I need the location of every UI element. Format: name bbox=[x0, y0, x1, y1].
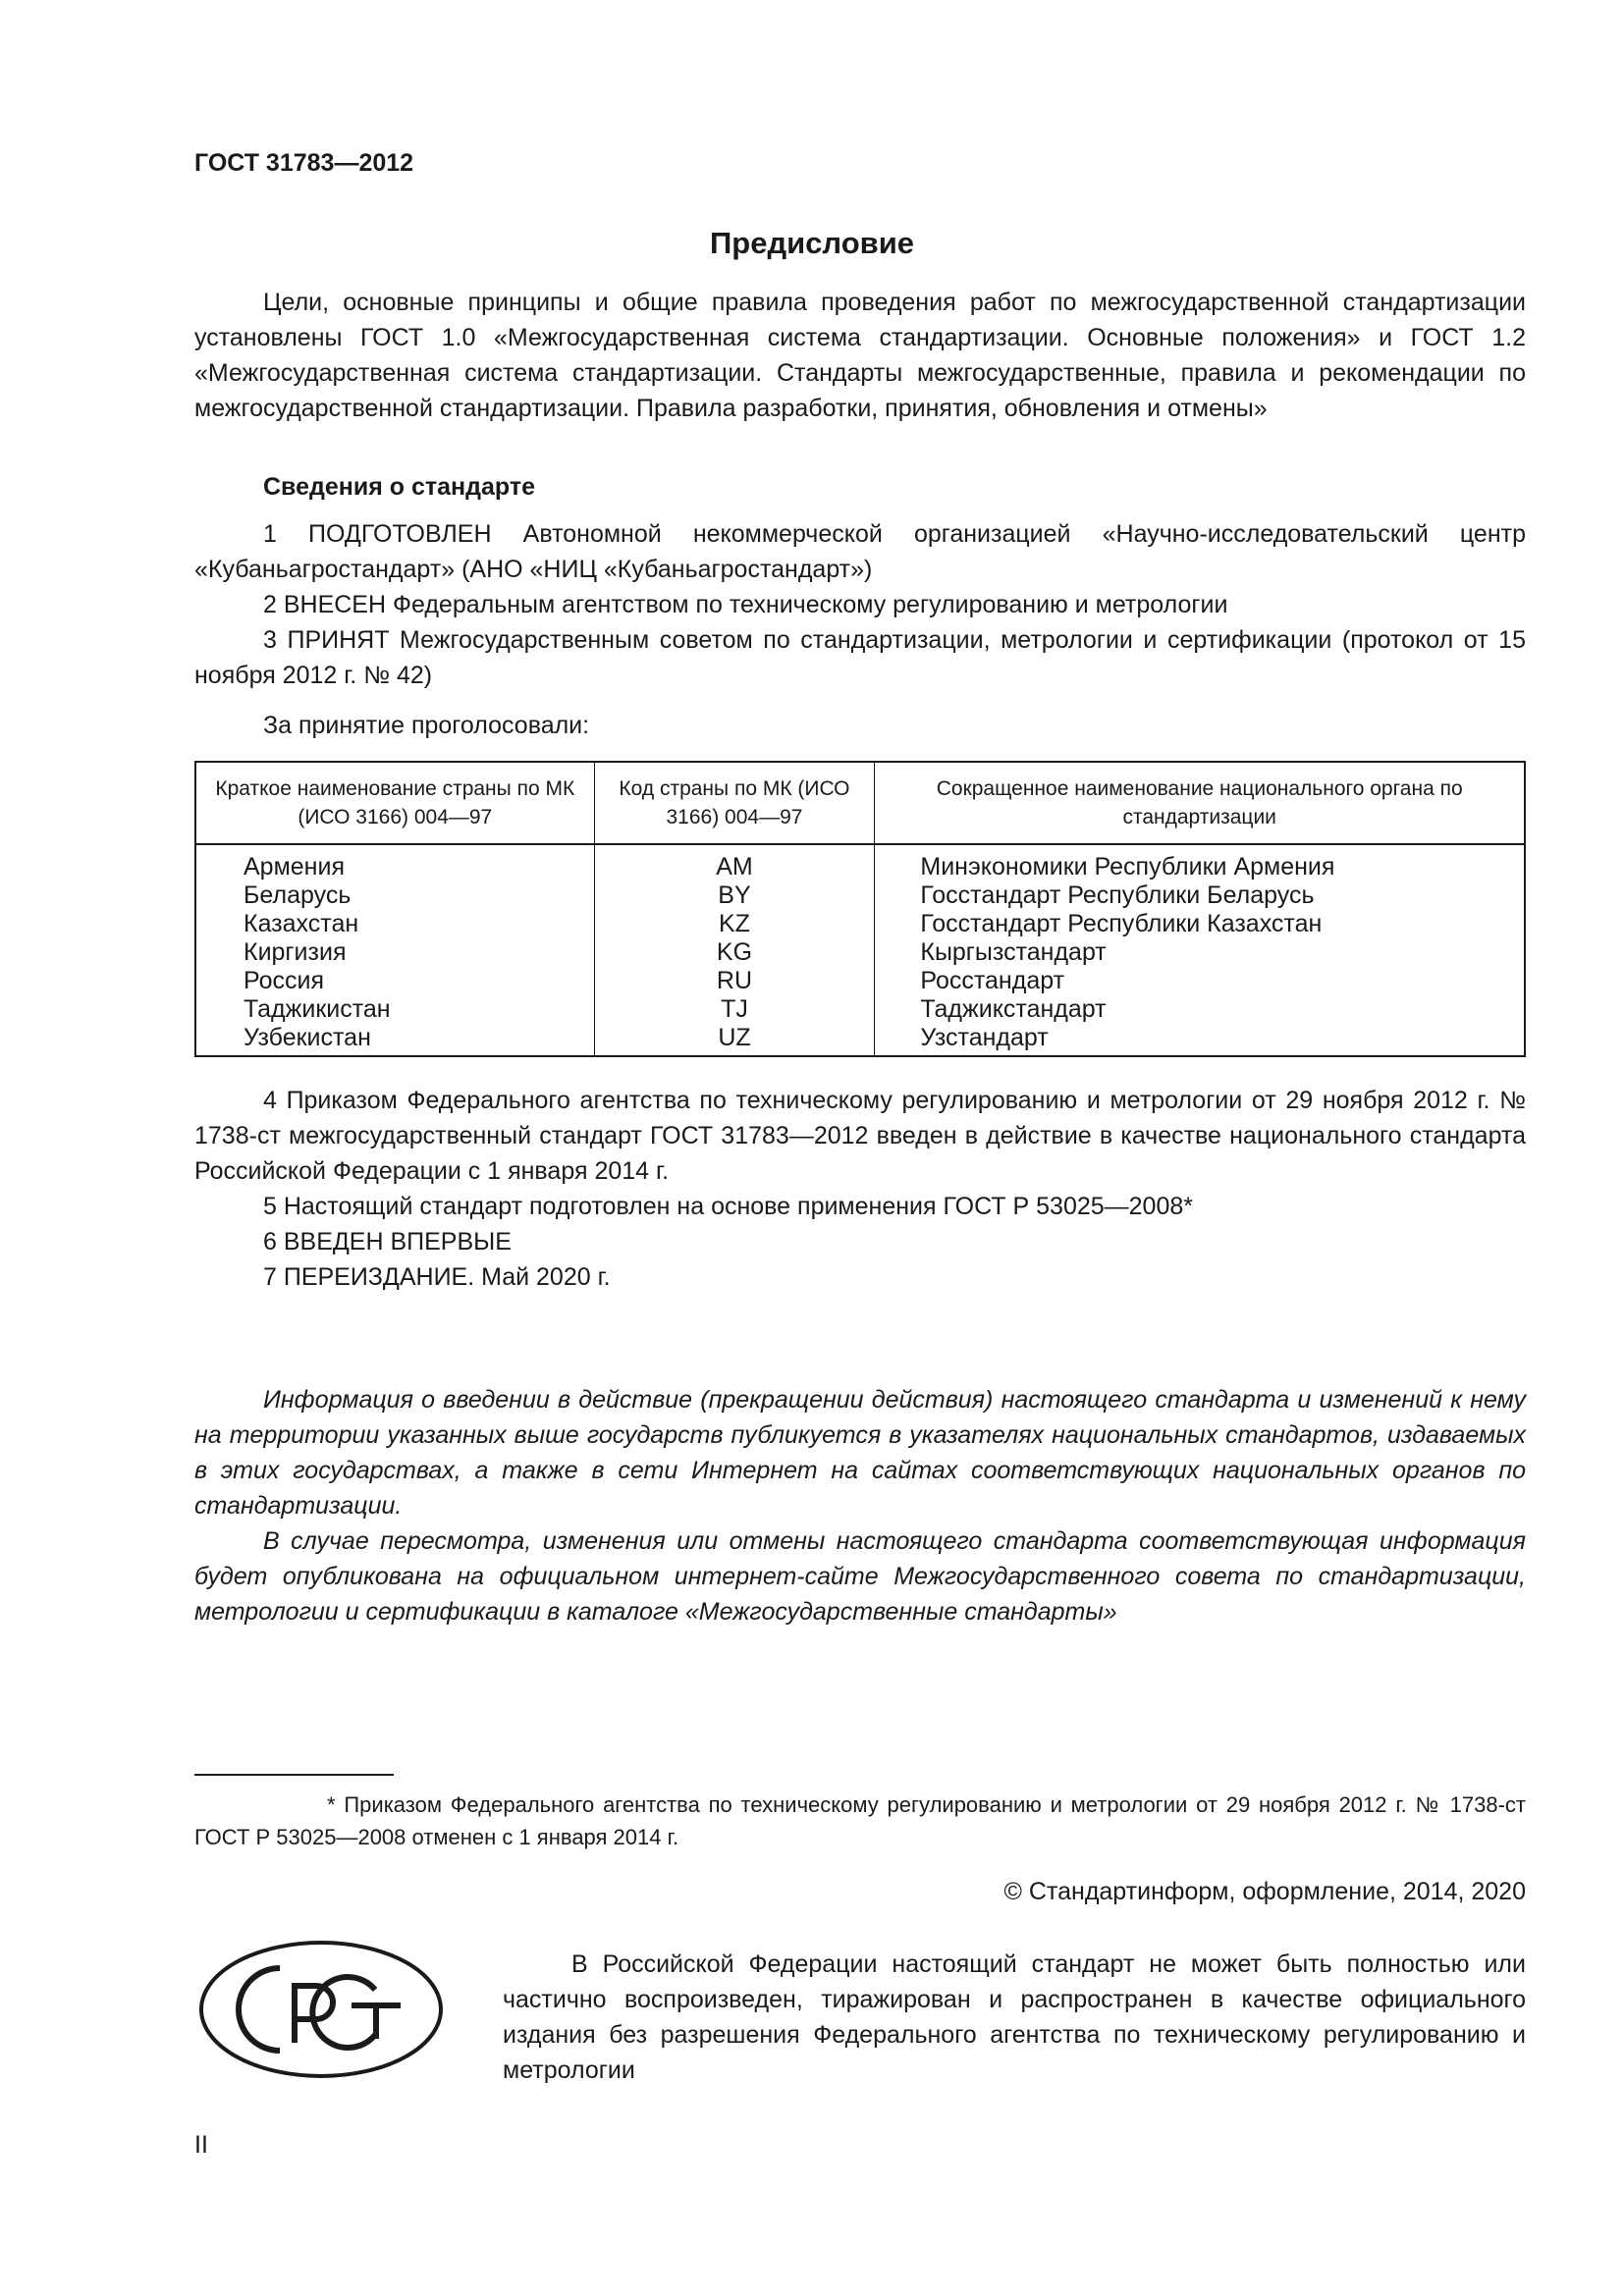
table-cell-body: Узстандарт bbox=[920, 1024, 1049, 1051]
voted-label: За принятие проголосовали: bbox=[263, 712, 590, 739]
copyright-notice: © Стандартинформ, оформление, 2014, 2020 bbox=[1003, 1878, 1526, 1905]
table-cell-code: TJ bbox=[721, 995, 748, 1023]
table-cell-code: UZ bbox=[718, 1024, 751, 1051]
table-cell-country: Киргизия bbox=[244, 938, 347, 966]
list-item: 2 ВНЕСЕН Федеральным агентством по техническому регулированию и метрологии bbox=[263, 591, 1228, 618]
table-cell-code: RU bbox=[716, 967, 753, 994]
member-countries-table bbox=[194, 761, 1526, 1057]
footnote: * Приказом Федерального агентства по техническому регулированию и метрологии от 29 ноября 2012 г. № 1738-ст ГОСТ Р 53025—2008 отменен с 1 января 2014 г. bbox=[194, 1792, 1526, 1849]
table-cell-country: Беларусь bbox=[244, 881, 352, 909]
footnote-divider bbox=[194, 1774, 394, 1776]
column-header-code: Код страны по МК (ИСО 3166) 004—97 bbox=[594, 762, 875, 844]
table-cell-body: Таджикстандарт bbox=[920, 995, 1107, 1023]
table-cell-country: Узбекистан bbox=[244, 1024, 371, 1051]
code-column bbox=[594, 844, 875, 1056]
table-cell-code: BY bbox=[718, 881, 751, 909]
list-item: 5 Настоящий стандарт подготовлен на основе применения ГОСТ Р 53025—2008* bbox=[263, 1193, 1193, 1220]
table-cell-country: Таджикистан bbox=[244, 995, 391, 1023]
country-column bbox=[195, 844, 594, 1056]
notice-paragraph: В случае пересмотра, изменения или отмены настоящего стандарта соответствующая информация будет опубликована на официальном интернет-сайте Межгосударственного совета по стандартизации, метрологии и сертификации в каталоге «Межгосударственные стандарты» bbox=[194, 1527, 1526, 1626]
body-column bbox=[875, 844, 1525, 1056]
table-cell-body: Минэкономики Республики Армения bbox=[920, 853, 1335, 881]
table-cell-body: Госстандарт Республики Беларусь bbox=[920, 881, 1315, 909]
info-heading: Сведения о стандарте bbox=[263, 473, 536, 501]
table-cell-code: KZ bbox=[719, 910, 750, 937]
table-cell-country: Казахстан bbox=[244, 910, 359, 937]
list-item: 6 ВВЕДЕН ВПЕРВЫЕ bbox=[263, 1228, 512, 1255]
table-cell-body: Кыргызстандарт bbox=[920, 938, 1107, 966]
column-header-body: Сокращенное наименование национального органа по стандартизации bbox=[875, 762, 1525, 844]
table-body bbox=[195, 844, 1525, 1056]
intro-paragraph: Цели, основные принципы и общие правила проведения работ по межгосударственной стандартизации установлены ГОСТ 1.0 «Межгосударственная система стандартизации. Основные положения» и ГОСТ 1.2 «Межгосударственная система стандартизации. Стандарты межгосударственные, правила и рекомендации по межгосударственной стандартизации. Правила разработки, принятия, обновления и отмены» bbox=[194, 289, 1526, 422]
list-item: 7 ПЕРЕИЗДАНИЕ. Май 2020 г. bbox=[263, 1263, 611, 1291]
table-cell-body: Росстандарт bbox=[920, 967, 1065, 994]
table-cell-code: KG bbox=[716, 938, 753, 966]
page-number: II bbox=[194, 2131, 208, 2159]
pct-certification-logo bbox=[196, 1937, 446, 2082]
list-item: 3 ПРИНЯТ Межгосударственным советом по стандартизации, метрологии и сертификации (протокол от 15 ноября 2012 г. № 42) bbox=[194, 626, 1526, 689]
list-item: 4 Приказом Федерального агентства по техническому регулированию и метрологии от 29 ноября 2012 г. № 1738-ст межгосударственный стандарт ГОСТ 31783—2012 введен в действие в качестве национального стандарта Российской Федерации с 1 января 2014 г. bbox=[194, 1087, 1526, 1185]
table-header-row bbox=[195, 762, 1525, 844]
document-code: ГОСТ 31783—2012 bbox=[194, 149, 414, 177]
column-header-country: Краткое наименование страны по МК (ИСО 3166) 004—97 bbox=[195, 762, 594, 844]
list-item: 1 ПОДГОТОВЛЕН Автономной некоммерческой организацией «Научно-исследовательский центр «Кубаньагростандарт» (АНО «НИЦ «Кубаньагростандарт») bbox=[194, 520, 1526, 583]
table-cell-country: Армения bbox=[244, 853, 345, 881]
table-cell-code: AM bbox=[716, 853, 753, 881]
legal-notice: В Российской Федерации настоящий стандарт не может быть полностью или частично воспроизведен, тиражирован и распространен в качестве официального издания без разрешения Федерального агентства по техническому регулированию и метрологии bbox=[503, 1950, 1526, 2084]
table-cell-country: Россия bbox=[244, 967, 324, 994]
table-cell-body: Госстандарт Республики Казахстан bbox=[920, 910, 1323, 937]
page-title: Предисловие bbox=[709, 226, 914, 260]
notice-paragraph: Информация о введении в действие (прекращении действия) настоящего стандарта и изменений к нему на территории указанных выше государств публикуется в указателях национальных стандартов, издаваемых в этих государствах, а также в сети Интернет на сайтах соответствующих национальных органов по стандартизации. bbox=[194, 1386, 1526, 1520]
